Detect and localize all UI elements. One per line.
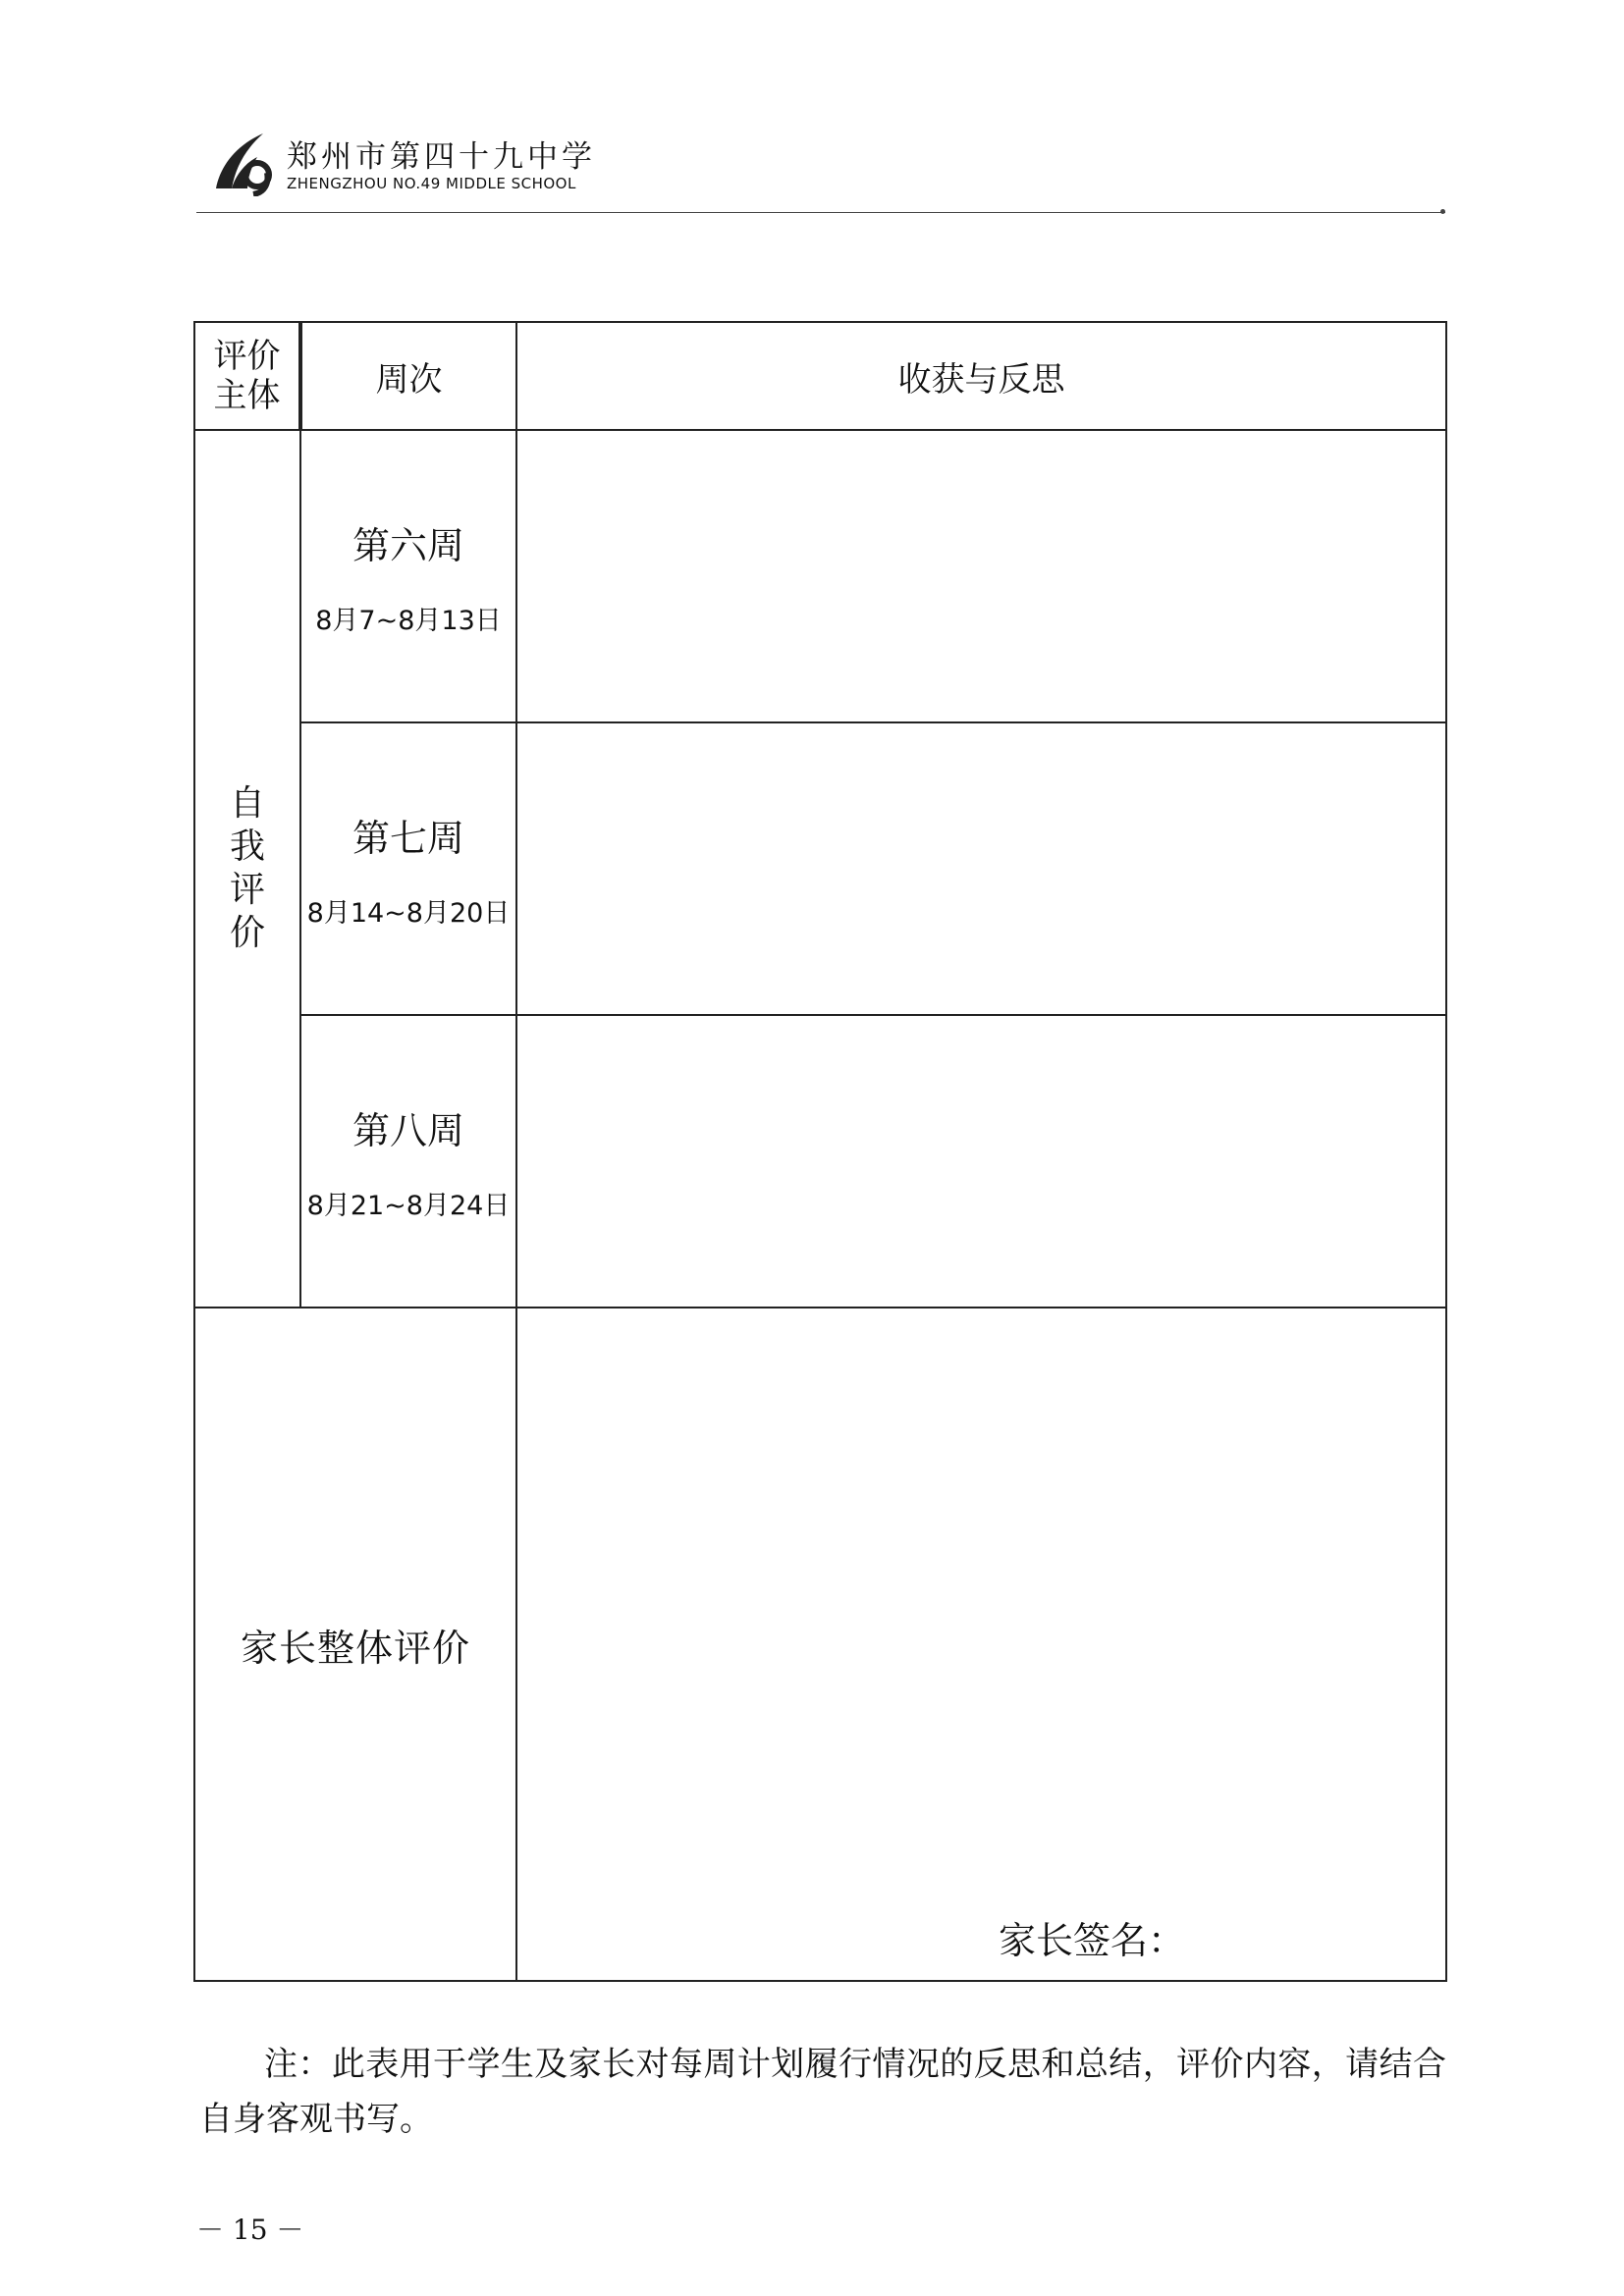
week-dates: 8月7~8月13日 [315,606,502,636]
note-text: 注：此表用于学生及家长对每周计划履行情况的反思和总结，评价内容，请结合自身客观书写。 [199,2045,1446,2139]
header-divider [196,212,1445,213]
week-dates: 8月21~8月24日 [306,1191,511,1221]
self-eval-cell [194,430,300,1308]
week-dates: 8月14~8月20日 [306,898,511,929]
parent-eval-input-area[interactable] [516,1308,1446,1981]
week-cell [300,1015,516,1308]
table-row [194,430,1446,722]
school-logo-49-icon [206,128,277,196]
week-name: 第八周 [352,1109,464,1152]
header-reflection-cell [516,322,1446,430]
table-row [194,722,1446,1015]
page-header [196,128,1445,226]
table-note [199,2037,1446,2147]
school-name: 郑州市第四十九中学 [287,139,596,175]
week-cell [300,722,516,1015]
reflection-input-area[interactable] [516,722,1446,1015]
parent-eval-row [194,1308,1446,1981]
week-cell [300,430,516,722]
reflection-input-area[interactable] [516,1015,1446,1308]
parent-eval-label-cell [194,1308,516,1981]
school-name-en: ZHENGZHOU NO.49 MIDDLE SCHOOL [287,175,576,192]
header-week-cell [300,322,516,430]
reflection-input-area[interactable] [516,430,1446,722]
header-subject: 评价主体 [213,337,281,415]
header-divider-end [1440,209,1445,214]
header-reflection: 收获与反思 [897,359,1065,400]
parent-signature-label: 家长签名： [999,1919,1186,1962]
week-name: 第六周 [352,524,464,567]
evaluation-table [193,321,1447,1982]
parent-eval-label: 家长整体评价 [240,1626,470,1670]
page-number: － 15 － [196,2214,304,2246]
header-week: 周次 [375,359,443,400]
table-header-row [194,322,1446,430]
table-row [194,1015,1446,1308]
header-subject-cell [194,322,300,430]
week-name: 第七周 [352,817,464,860]
self-eval-label: 自我评价 [229,783,265,953]
